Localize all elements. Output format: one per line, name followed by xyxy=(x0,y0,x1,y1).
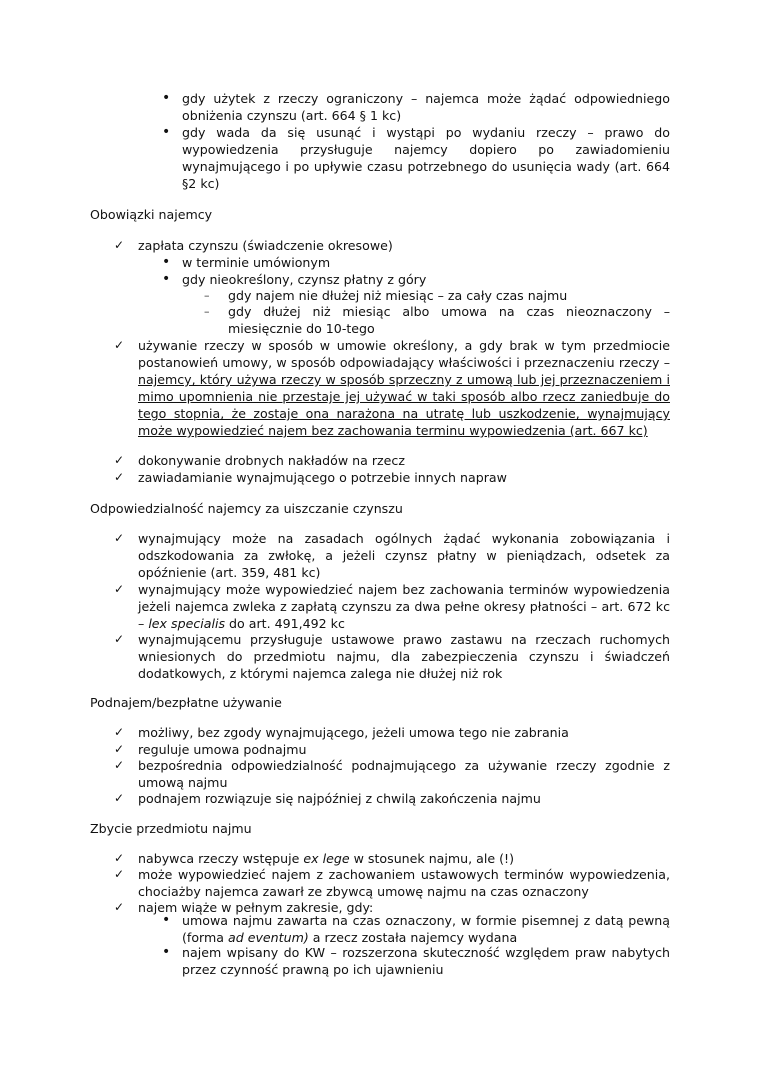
checkmark-icon: ✓ xyxy=(114,453,125,467)
list-item xyxy=(114,469,670,486)
checkmark-icon: ✓ xyxy=(114,470,125,484)
checkmark-icon: ✓ xyxy=(114,851,125,865)
bullet-icon: • xyxy=(162,90,171,106)
text-segment: w stosunek najmu, ale (!) xyxy=(353,851,514,866)
text-segment: nabywca rzeczy wstępuje xyxy=(138,851,300,866)
dash-icon: – xyxy=(204,289,210,302)
italic-text: ad eventum) xyxy=(228,930,309,945)
checkmark-icon: ✓ xyxy=(114,742,125,756)
list-item-text: w terminie umówionym xyxy=(182,255,331,270)
bullet-icon: • xyxy=(162,124,171,140)
text-segment: umowa najmu zawarta na czas oznaczony, w formie pisemnej z datą pewną (forma xyxy=(182,913,670,945)
list-item xyxy=(114,757,670,791)
list-item-text xyxy=(138,581,670,632)
list-item-text xyxy=(138,337,670,439)
list-item-text: możliwy, bez zgody wynajmującego, jeżeli umowa tego nie zabrania xyxy=(138,725,569,740)
list-item-text: reguluje umowa podnajmu xyxy=(138,742,307,757)
list-item xyxy=(162,254,670,271)
text-segment: wynajmujący może wypowiedzieć najem bez zachowania terminów wypowiedzenia jeżeli najemca zwleka z zapłatą czynszu za dwa pełne okresy płatności – art. 672 kc – xyxy=(138,582,670,631)
list-item-text: najem wpisany do KW – rozszerzona skuteczność względem praw nabytych przez czynność prawną po ich ujawnieniu xyxy=(182,945,670,977)
bullet-icon: • xyxy=(162,944,171,960)
list-item-text xyxy=(182,912,670,946)
list-item-text: bezpośrednia odpowiedzialność podnajmującego za używanie rzeczy zgodnie z umową najmu xyxy=(138,758,670,790)
list-item-text: wynajmujący może na zasadach ogólnych żądać wykonania zobowiązania i odszkodowania za zwłokę, a jeżeli czynsz płatny w pieniądzach, odsetek za opóźnienie (art. 359, 481 kc) xyxy=(138,531,670,580)
list-item xyxy=(114,337,670,439)
list-item-text: gdy wada da się usunąć i wystąpi po wydaniu rzeczy – prawo do wypowiedzenia przysługuje najemcy dopiero po zawiadomieniu wynajmującego i po upływie czasu potrzebnego do usunięcia wady (art. 664 §2 kc) xyxy=(182,125,670,191)
list-item-text: zapłata czynszu (świadczenie okresowe) xyxy=(138,238,393,253)
list-item xyxy=(114,452,670,469)
checkmark-icon: ✓ xyxy=(114,791,125,805)
list-item xyxy=(114,530,670,581)
list-item-text: gdy nieokreślony, czynsz płatny z góry xyxy=(182,272,427,287)
bullet-icon: • xyxy=(162,912,171,928)
list-item xyxy=(162,271,670,288)
list-item xyxy=(114,724,670,741)
list-item xyxy=(114,631,670,682)
list-item-text: wynajmującemu przysługuje ustawowe prawo zastawu na rzeczach ruchomych wniesionych do przedmiotu najmu, dla zabezpieczenia czynszu i świadczeń dodatkowych, z którymi najemca zalega nie dłużej niż rok xyxy=(138,632,670,681)
dash-icon: – xyxy=(204,305,210,318)
list-item-text: najem wiąże w pełnym zakresie, gdy: xyxy=(138,900,374,915)
checkmark-icon: ✓ xyxy=(114,632,125,646)
list-item-text: gdy dłużej niż miesiąc albo umowa na czas nieoznaczony – miesięcznie do 10-tego xyxy=(228,304,670,336)
checkmark-icon: ✓ xyxy=(114,758,125,772)
list-item xyxy=(162,124,670,192)
checkmark-icon: ✓ xyxy=(114,900,125,914)
list-item xyxy=(114,866,670,900)
list-item xyxy=(204,287,670,304)
italic-text: ex lege xyxy=(303,851,350,866)
list-item-text: podnajem rozwiązuje się najpóźniej z chwilą zakończenia najmu xyxy=(138,791,541,806)
checkmark-icon: ✓ xyxy=(114,531,125,545)
list-item xyxy=(114,850,670,867)
text-segment: do art. 491,492 kc xyxy=(229,616,345,631)
bullet-icon: • xyxy=(162,271,171,287)
list-item-text: dokonywanie drobnych nakładów na rzecz xyxy=(138,453,405,468)
text-segment: używanie rzeczy w sposób w umowie określony, a gdy brak w tym przedmiocie postanowień umowy, w sposób odpowiadający właściwości i przeznaczeniu rzeczy – xyxy=(138,338,670,370)
section-heading: Odpowiedzialność najemcy za uiszczanie czynszu xyxy=(90,501,403,516)
list-item-text: gdy najem nie dłużej niż miesiąc – za cały czas najmu xyxy=(228,288,568,303)
checkmark-icon: ✓ xyxy=(114,238,125,252)
italic-text: lex specialis xyxy=(148,616,226,631)
list-item xyxy=(114,790,670,807)
list-item xyxy=(114,237,670,254)
list-item xyxy=(162,944,670,978)
underlined-text: najemcy, który używa rzeczy w sposób sprzeczny z umową lub jej przeznaczeniem i mimo upomnienia nie przestaje jej używać w taki sposób albo rzecz zaniedbuje do tego stopnia, że zostaje ona narażona na utratę lub uszkodzenie, wynajmujący może wypowiedzieć najem bez zachowania terminu wypowiedzenia (art. 667 kc) xyxy=(138,372,670,438)
section-heading: Zbycie przedmiotu najmu xyxy=(90,821,252,836)
list-item-text: zawiadamianie wynajmującego o potrzebie innych napraw xyxy=(138,470,507,485)
list-item xyxy=(204,303,670,337)
section-heading: Obowiązki najemcy xyxy=(90,207,213,222)
list-item xyxy=(162,912,670,946)
text-segment: a rzecz została najemcy wydana xyxy=(312,930,518,945)
section-heading: Podnajem/bezpłatne używanie xyxy=(90,695,282,710)
checkmark-icon: ✓ xyxy=(114,867,125,881)
list-item xyxy=(114,741,670,758)
list-item-text xyxy=(138,850,670,867)
list-item xyxy=(162,90,670,124)
list-item xyxy=(114,581,670,632)
checkmark-icon: ✓ xyxy=(114,338,125,352)
checkmark-icon: ✓ xyxy=(114,725,125,739)
list-item-text: gdy użytek z rzeczy ograniczony – najemca może żądać odpowiedniego obniżenia czynszu (art. 664 § 1 kc) xyxy=(182,91,670,123)
checkmark-icon: ✓ xyxy=(114,582,125,596)
bullet-icon: • xyxy=(162,254,171,270)
list-item-text: może wypowiedzieć najem z zachowaniem ustawowych terminów wypowiedzenia, chociażby najemca zawarł ze zbywcą umowę najmu na czas oznaczony xyxy=(138,867,670,899)
